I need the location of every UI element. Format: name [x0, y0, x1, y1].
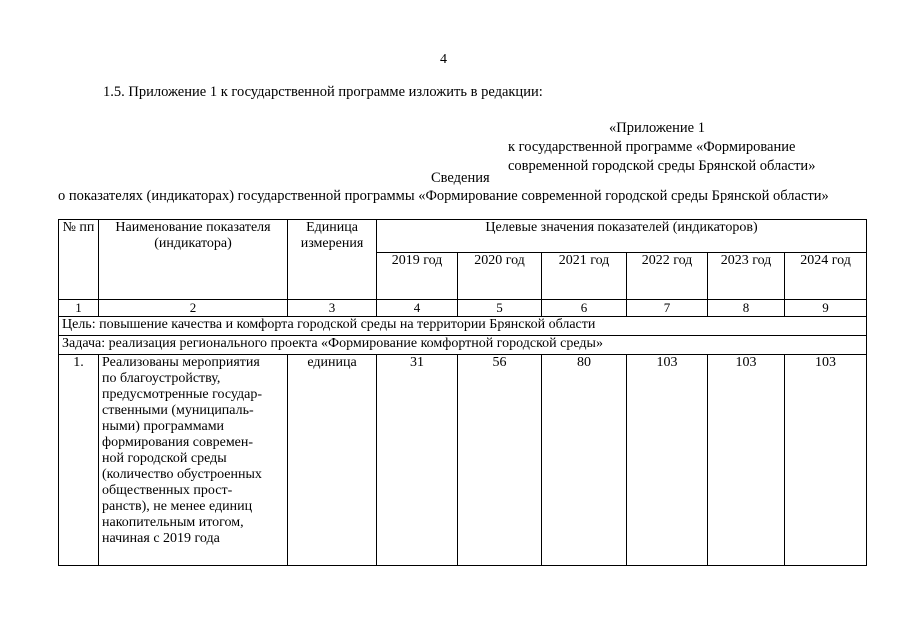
header-year: 2020 год [458, 253, 542, 300]
column-number: 8 [708, 300, 785, 317]
goal-text: Цель: повышение качества и комфорта городской среды на территории Брянской области [59, 317, 867, 336]
indicator-name-line: начиная с 2019 года [102, 531, 220, 546]
header-targets: Целевые значения показателей (индикаторов) [377, 220, 867, 253]
header-year: 2022 год [627, 253, 708, 300]
indicator-value: 80 [542, 355, 627, 566]
column-number: 6 [542, 300, 627, 317]
indicator-value: 103 [785, 355, 867, 566]
header-year: 2019 год [377, 253, 458, 300]
indicator-name-line: формирования современ- [102, 435, 254, 450]
page-number: 4 [440, 52, 447, 67]
indicator-value: 56 [458, 355, 542, 566]
header-year: 2021 год [542, 253, 627, 300]
table-title-line-2: о показателях (индикаторах) государственной программы «Формирование современной городской среды Брянской области» [58, 188, 829, 204]
row-number: 1. [59, 355, 99, 566]
column-number: 3 [288, 300, 377, 317]
annex-heading [508, 119, 815, 176]
indicator-name-line: ными) программами [102, 419, 225, 434]
header-num: № пп [59, 220, 99, 300]
column-number: 1 [59, 300, 99, 317]
column-number: 4 [377, 300, 458, 317]
indicator-value: 103 [627, 355, 708, 566]
indicator-unit: единица [288, 355, 377, 566]
indicator-name-line: (количество обустроенных [102, 467, 262, 482]
header-year: 2023 год [708, 253, 785, 300]
intro-paragraph: 1.5. Приложение 1 к государственной программе изложить в редакции: [103, 84, 543, 100]
header-unit: Единица измерения [288, 220, 377, 300]
indicator-name-line: накопительным итогом, [102, 515, 244, 530]
indicator-name [99, 355, 288, 566]
indicator-name-line: ственными (муниципаль- [102, 403, 254, 418]
header-name: Наименование показателя (индикатора) [99, 220, 288, 300]
header-year: 2024 год [785, 253, 867, 300]
indicator-name-line: Реализованы мероприятия [102, 355, 260, 370]
column-number: 9 [785, 300, 867, 317]
task-text: Задача: реализация регионального проекта «Формирование комфортной городской среды» [59, 336, 867, 355]
column-number: 5 [458, 300, 542, 317]
indicator-name-line: ной городской среды [102, 451, 227, 466]
task-row [59, 336, 867, 355]
indicator-name-line: общественных прост- [102, 483, 233, 498]
column-numbers-row [59, 300, 867, 317]
indicator-value: 103 [708, 355, 785, 566]
annex-line-1: «Приложение 1 [609, 120, 705, 136]
column-number: 2 [99, 300, 288, 317]
table-title-line-1: Сведения [431, 170, 490, 186]
indicator-name-line: ранств), не менее единиц [102, 499, 253, 514]
indicator-name-line: предусмотренные государ- [102, 387, 263, 402]
annex-line-2: к государственной программе «Формирование [508, 139, 796, 155]
table-row [59, 355, 867, 566]
indicator-name-line: по благоустройству, [102, 371, 221, 386]
indicator-value: 31 [377, 355, 458, 566]
goal-row [59, 317, 867, 336]
annex-line-3: современной городской среды Брянской области» [508, 158, 816, 174]
column-number: 7 [627, 300, 708, 317]
header-row-1 [59, 220, 867, 253]
indicators-table [58, 219, 867, 566]
